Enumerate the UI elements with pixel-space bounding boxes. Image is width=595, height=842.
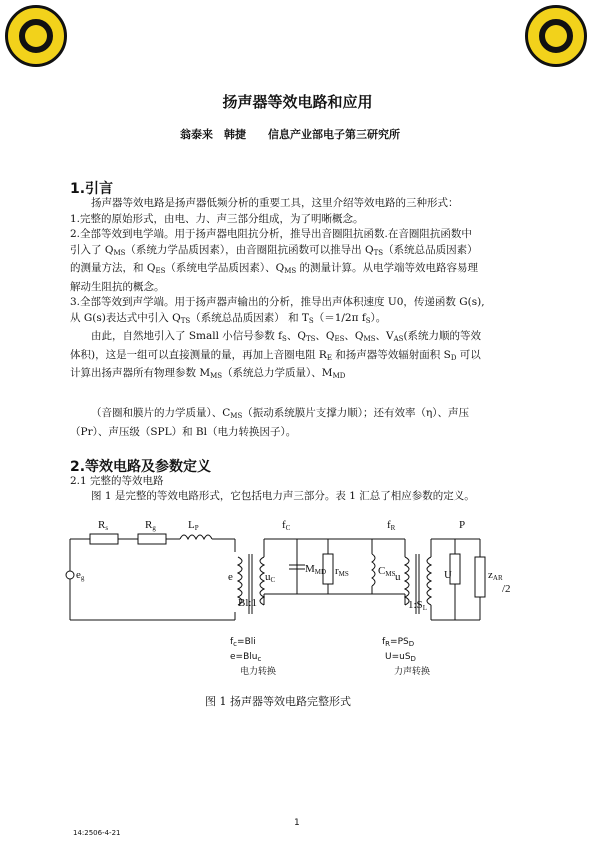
label-p: P — [459, 519, 466, 531]
badge-icon — [17, 17, 55, 55]
label-zar-tail: /2 — [502, 583, 511, 595]
label-U: U — [444, 569, 452, 581]
pdf-xchange-badge-right[interactable] — [525, 5, 587, 67]
authors-line: 翁泰来 韩捷 信息产业部电子第三研究所 — [180, 128, 400, 141]
label-fr: fR — [387, 519, 396, 532]
badge-icon — [537, 17, 575, 55]
section-heading-1: 1.引言 — [70, 181, 114, 197]
label-u: u — [395, 571, 401, 583]
equations-left — [230, 636, 276, 679]
page-number: 1 — [294, 818, 300, 828]
label-fc: fC — [282, 519, 291, 532]
label-rg: Rg — [145, 519, 156, 532]
text-line: 由此，自然地引入了 Small 小信号参数 $f_S$、$Q_{TS}$、$Q_{ES}$、$Q_{MS}$、$V_{AS}$(系统力顺的等效 — [91, 330, 482, 343]
label-bl: Bl:1 — [238, 597, 257, 609]
figure-caption: 图 1 扬声器等效电路完整形式 — [205, 695, 351, 708]
label-mmd: MMD — [305, 563, 327, 576]
footer-id: 14:2506-4-21 — [73, 829, 121, 837]
text-line: 引入了 $Q_{MS}$（系统力学品质因素），由音圈阻抗函数可以推导出 $Q_{TS}$（系统总品质因素） — [70, 243, 478, 257]
eq-fr: $f_R=PS_D$ — [382, 637, 415, 648]
label-e: e — [228, 571, 233, 583]
label-lp: LP — [188, 519, 199, 532]
text-line: （音圈和膜片的力学质量）、$C_{MS}$（振动系统膜片支撑力顺）；还有效率（η）、声压 — [91, 407, 470, 420]
resistor-rs — [90, 534, 118, 544]
text-line: 从 G(s)表达式中引入 $Q_{TS}$（系统总品质因素） 和 $T_S(=1/2\pi$ $f_S$）。 — [70, 311, 387, 325]
eq-label-right: 力声转换 — [394, 667, 431, 677]
text-line: 体积)，这是一组可以直接测量的量，再加上音圈电阻 $R_E$ 和扬声器等效辐射面积 $S_D$ 可以 — [70, 348, 481, 362]
label-sd: 1:SL — [408, 599, 427, 612]
label-rms: rMS — [335, 565, 349, 578]
pdf-xchange-badge-left[interactable] — [5, 5, 67, 67]
text-line: 的测量方法，和 $Q_{ES}$（系统电学品质因素）、$Q_{MS}$ 的测量计算。从电学端等效电路容易理 — [70, 262, 479, 275]
page-title: 扬声器等效电路和应用 — [222, 93, 373, 111]
equivalent-circuit-diagram — [60, 512, 530, 652]
label-eg: eg — [76, 569, 85, 582]
label-zar: zAR — [488, 569, 503, 582]
eq-U: $U=uS_D$ — [385, 652, 416, 663]
label-cms: CMS — [378, 565, 396, 578]
intro-continuation — [70, 406, 540, 440]
label-rs: Rs — [98, 519, 109, 532]
intro-text — [70, 196, 530, 385]
text-line: 扬声器等效电路是扬声器低频分析的重要工具，这里介绍等效电路的三种形式： — [91, 197, 459, 209]
eq-fc: $f_c=Bli$ — [230, 637, 256, 648]
eq-label-left: 电力转换 — [240, 667, 277, 677]
resistor-rg — [138, 534, 166, 544]
inductor-lp — [180, 535, 212, 539]
text-line: （Pr）、声压级（SPL）和 Bl（电力转换因子）。 — [70, 425, 297, 438]
text-line: 计算出扬声器所有物理参数 $M_{MS}$（系统总力学质量）、$M_{MD}$ — [70, 367, 346, 380]
equations-right — [382, 636, 430, 679]
text-line: 3.全部等效到声学端。用于扬声器声输出的分析，推导出声体积速度 U0，传递函数 G(s), — [70, 296, 485, 308]
label-uc: uC — [265, 571, 276, 584]
eq-e: e=Blu$_c$ — [230, 652, 262, 663]
text-line: 解动生阻抗的概念。 — [70, 280, 165, 293]
section2-paragraph: 图 1 是完整的等效电路形式，它包括电力声三部分。表 1 汇总了相应参数的定义。 — [91, 490, 475, 502]
text-line: 2.全部等效到电学端。用于扬声器电阻抗分析，推导出音圈阻抗函数.在音圈阻抗函数中 — [70, 228, 472, 240]
section-heading-2: 2.等效电路及参数定义 — [70, 459, 212, 475]
subsection-heading: 2.1 完整的等效电路 — [70, 475, 164, 487]
text-line: 1.完整的原始形式，由电、力、声三部分组成，为了明晰概念。 — [70, 212, 364, 225]
